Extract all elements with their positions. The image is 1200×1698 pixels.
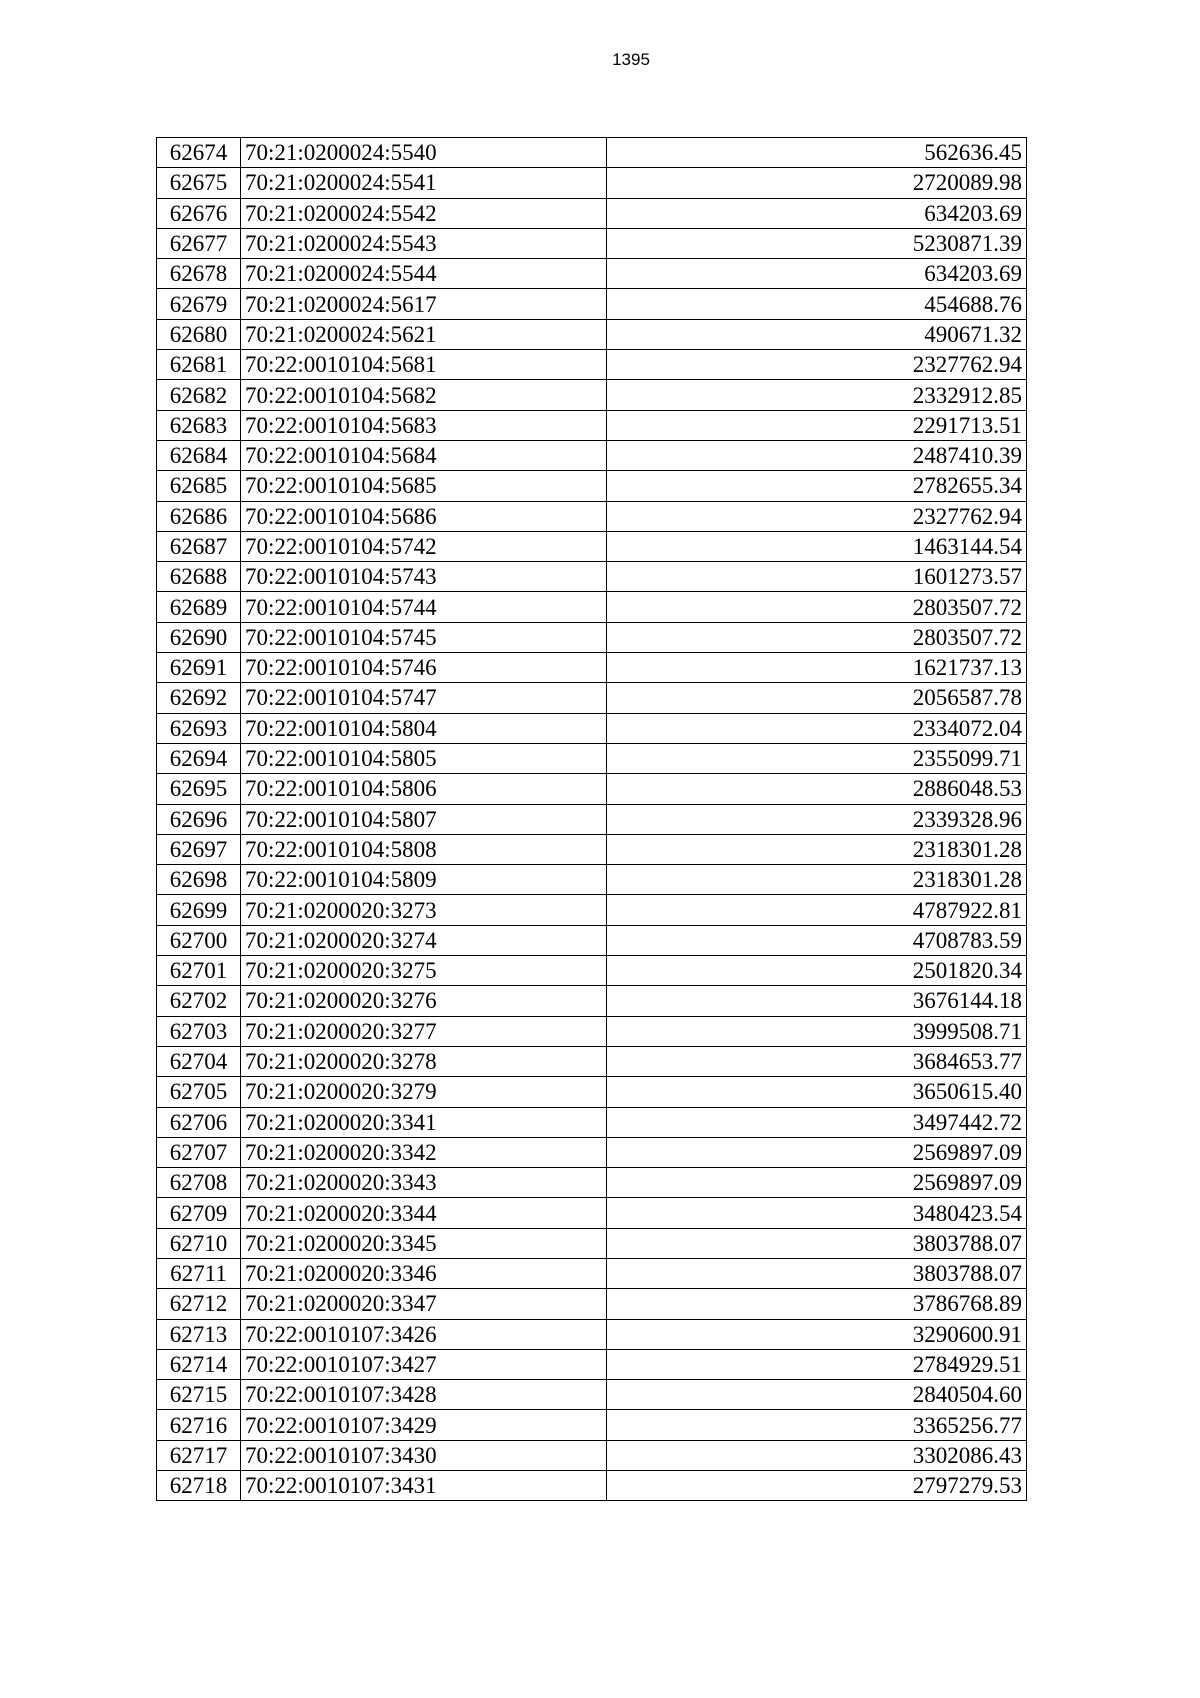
cadastral-value-cell: 490671.32: [607, 319, 1027, 349]
cadastral-number-cell: 70:22:0010104:5809: [241, 865, 607, 895]
row-number-cell: 62674: [157, 138, 241, 168]
cadastral-number-cell: 70:22:0010104:5747: [241, 683, 607, 713]
row-number-cell: 62717: [157, 1440, 241, 1470]
cadastral-number-cell: 70:22:0010104:5742: [241, 531, 607, 561]
cadastral-value-cell: 2569897.09: [607, 1168, 1027, 1198]
row-number-cell: 62700: [157, 925, 241, 955]
cadastral-number-cell: 70:21:0200020:3279: [241, 1077, 607, 1107]
row-number-cell: 62716: [157, 1410, 241, 1440]
page-number: 1395: [612, 50, 650, 69]
cadastral-number-cell: 70:22:0010107:3427: [241, 1349, 607, 1379]
cadastral-value-table: [156, 137, 1027, 1501]
row-number-cell: 62688: [157, 562, 241, 592]
table-row: [157, 804, 1027, 834]
cadastral-value-cell: 3684653.77: [607, 1046, 1027, 1076]
row-number-cell: 62710: [157, 1228, 241, 1258]
row-number-cell: 62678: [157, 259, 241, 289]
table-row: [157, 228, 1027, 258]
table-row: [157, 1410, 1027, 1440]
cadastral-value-cell: 2327762.94: [607, 501, 1027, 531]
cadastral-value-cell: 1463144.54: [607, 531, 1027, 561]
cadastral-value-cell: 2334072.04: [607, 713, 1027, 743]
table-row: [157, 986, 1027, 1016]
row-number-cell: 62695: [157, 774, 241, 804]
cadastral-value-cell: 3302086.43: [607, 1440, 1027, 1470]
row-number-cell: 62680: [157, 319, 241, 349]
cadastral-value-cell: 2318301.28: [607, 865, 1027, 895]
row-number-cell: 62692: [157, 683, 241, 713]
cadastral-number-cell: 70:21:0200020:3273: [241, 895, 607, 925]
table-row: [157, 1440, 1027, 1470]
table-row: [157, 834, 1027, 864]
row-number-cell: 62696: [157, 804, 241, 834]
cadastral-number-cell: 70:22:0010107:3431: [241, 1471, 607, 1501]
cadastral-number-cell: 70:22:0010104:5744: [241, 592, 607, 622]
table-row: [157, 1046, 1027, 1076]
row-number-cell: 62691: [157, 653, 241, 683]
cadastral-value-cell: 2501820.34: [607, 956, 1027, 986]
row-number-cell: 62713: [157, 1319, 241, 1349]
cadastral-value-cell: 4787922.81: [607, 895, 1027, 925]
cadastral-value-cell: 5230871.39: [607, 228, 1027, 258]
table-row: [157, 168, 1027, 198]
cadastral-number-cell: 70:21:0200020:3347: [241, 1289, 607, 1319]
cadastral-value-cell: 3497442.72: [607, 1107, 1027, 1137]
row-number-cell: 62693: [157, 713, 241, 743]
row-number-cell: 62699: [157, 895, 241, 925]
row-number-cell: 62689: [157, 592, 241, 622]
row-number-cell: 62687: [157, 531, 241, 561]
cadastral-value-cell: 2318301.28: [607, 834, 1027, 864]
table-row: [157, 562, 1027, 592]
cadastral-number-cell: 70:21:0200024:5617: [241, 289, 607, 319]
table-row: [157, 1137, 1027, 1167]
row-number-cell: 62701: [157, 956, 241, 986]
cadastral-value-cell: 1621737.13: [607, 653, 1027, 683]
row-number-cell: 62675: [157, 168, 241, 198]
cadastral-value-cell: 4708783.59: [607, 925, 1027, 955]
table-row: [157, 1228, 1027, 1258]
row-number-cell: 62677: [157, 228, 241, 258]
cadastral-number-cell: 70:21:0200020:3277: [241, 1016, 607, 1046]
table-row: [157, 774, 1027, 804]
row-number-cell: 62683: [157, 410, 241, 440]
table-row: [157, 1471, 1027, 1501]
cadastral-number-cell: 70:21:0200020:3344: [241, 1198, 607, 1228]
cadastral-number-cell: 70:21:0200020:3275: [241, 956, 607, 986]
cadastral-number-cell: 70:21:0200024:5542: [241, 198, 607, 228]
row-number-cell: 62684: [157, 440, 241, 470]
cadastral-value-cell: 562636.45: [607, 138, 1027, 168]
cadastral-number-cell: 70:22:0010107:3430: [241, 1440, 607, 1470]
table-row: [157, 1380, 1027, 1410]
table-row: [157, 319, 1027, 349]
cadastral-number-cell: 70:22:0010104:5808: [241, 834, 607, 864]
cadastral-value-cell: 3480423.54: [607, 1198, 1027, 1228]
row-number-cell: 62703: [157, 1016, 241, 1046]
cadastral-value-cell: 3786768.89: [607, 1289, 1027, 1319]
cadastral-value-cell: 634203.69: [607, 198, 1027, 228]
table-row: [157, 289, 1027, 319]
row-number-cell: 62704: [157, 1046, 241, 1076]
cadastral-number-cell: 70:21:0200024:5540: [241, 138, 607, 168]
row-number-cell: 62707: [157, 1137, 241, 1167]
cadastral-value-cell: 2784929.51: [607, 1349, 1027, 1379]
row-number-cell: 62679: [157, 289, 241, 319]
cadastral-number-cell: 70:22:0010104:5685: [241, 471, 607, 501]
row-number-cell: 62702: [157, 986, 241, 1016]
cadastral-number-cell: 70:21:0200020:3341: [241, 1107, 607, 1137]
cadastral-value-cell: 2840504.60: [607, 1380, 1027, 1410]
table-row: [157, 683, 1027, 713]
cadastral-number-cell: 70:22:0010104:5684: [241, 440, 607, 470]
cadastral-value-cell: 2487410.39: [607, 440, 1027, 470]
table-row: [157, 895, 1027, 925]
row-number-cell: 62715: [157, 1380, 241, 1410]
cadastral-value-cell: 3803788.07: [607, 1258, 1027, 1288]
table-row: [157, 471, 1027, 501]
row-number-cell: 62718: [157, 1471, 241, 1501]
table-row: [157, 592, 1027, 622]
cadastral-value-cell: 3365256.77: [607, 1410, 1027, 1440]
table-row: [157, 380, 1027, 410]
row-number-cell: 62690: [157, 622, 241, 652]
row-number-cell: 62682: [157, 380, 241, 410]
table-body: [157, 138, 1027, 1501]
cadastral-number-cell: 70:22:0010107:3429: [241, 1410, 607, 1440]
table-row: [157, 653, 1027, 683]
table-row: [157, 956, 1027, 986]
table-row: [157, 1077, 1027, 1107]
row-number-cell: 62708: [157, 1168, 241, 1198]
cadastral-value-cell: 3999508.71: [607, 1016, 1027, 1046]
cadastral-value-cell: 3650615.40: [607, 1077, 1027, 1107]
table-row: [157, 440, 1027, 470]
cadastral-number-cell: 70:22:0010104:5683: [241, 410, 607, 440]
table-row: [157, 501, 1027, 531]
cadastral-value-cell: 2332912.85: [607, 380, 1027, 410]
cadastral-number-cell: 70:21:0200024:5541: [241, 168, 607, 198]
cadastral-value-cell: 1601273.57: [607, 562, 1027, 592]
cadastral-number-cell: 70:22:0010104:5746: [241, 653, 607, 683]
cadastral-number-cell: 70:21:0200024:5544: [241, 259, 607, 289]
table-row: [157, 1289, 1027, 1319]
cadastral-value-cell: 2339328.96: [607, 804, 1027, 834]
cadastral-value-cell: 3290600.91: [607, 1319, 1027, 1349]
cadastral-number-cell: 70:22:0010104:5681: [241, 350, 607, 380]
cadastral-number-cell: 70:22:0010104:5804: [241, 713, 607, 743]
table-row: [157, 259, 1027, 289]
table-row: [157, 1168, 1027, 1198]
cadastral-number-cell: 70:21:0200020:3274: [241, 925, 607, 955]
cadastral-value-cell: 2886048.53: [607, 774, 1027, 804]
table-row: [157, 410, 1027, 440]
cadastral-number-cell: 70:21:0200020:3278: [241, 1046, 607, 1076]
cadastral-number-cell: 70:21:0200024:5621: [241, 319, 607, 349]
cadastral-number-cell: 70:21:0200024:5543: [241, 228, 607, 258]
cadastral-number-cell: 70:21:0200020:3343: [241, 1168, 607, 1198]
table-row: [157, 1016, 1027, 1046]
row-number-cell: 62709: [157, 1198, 241, 1228]
cadastral-number-cell: 70:21:0200020:3276: [241, 986, 607, 1016]
cadastral-value-cell: 3676144.18: [607, 986, 1027, 1016]
row-number-cell: 62694: [157, 743, 241, 773]
table-row: [157, 1107, 1027, 1137]
cadastral-value-cell: 2569897.09: [607, 1137, 1027, 1167]
row-number-cell: 62711: [157, 1258, 241, 1288]
row-number-cell: 62714: [157, 1349, 241, 1379]
table-row: [157, 1258, 1027, 1288]
table-row: [157, 1319, 1027, 1349]
cadastral-value-cell: 2803507.72: [607, 592, 1027, 622]
cadastral-value-cell: 2782655.34: [607, 471, 1027, 501]
cadastral-number-cell: 70:22:0010104:5682: [241, 380, 607, 410]
cadastral-value-cell: 2720089.98: [607, 168, 1027, 198]
row-number-cell: 62712: [157, 1289, 241, 1319]
cadastral-value-cell: 2355099.71: [607, 743, 1027, 773]
table-row: [157, 622, 1027, 652]
cadastral-number-cell: 70:22:0010104:5745: [241, 622, 607, 652]
row-number-cell: 62705: [157, 1077, 241, 1107]
row-number-cell: 62676: [157, 198, 241, 228]
cadastral-value-cell: 2056587.78: [607, 683, 1027, 713]
cadastral-number-cell: 70:22:0010104:5807: [241, 804, 607, 834]
row-number-cell: 62686: [157, 501, 241, 531]
cadastral-value-cell: 2803507.72: [607, 622, 1027, 652]
cadastral-number-cell: 70:22:0010104:5806: [241, 774, 607, 804]
table-row: [157, 138, 1027, 168]
table-row: [157, 713, 1027, 743]
table-row: [157, 350, 1027, 380]
table-row: [157, 1349, 1027, 1379]
cadastral-number-cell: 70:21:0200020:3346: [241, 1258, 607, 1288]
cadastral-value-cell: 2327762.94: [607, 350, 1027, 380]
cadastral-number-cell: 70:22:0010107:3426: [241, 1319, 607, 1349]
cadastral-number-cell: 70:22:0010104:5805: [241, 743, 607, 773]
cadastral-number-cell: 70:21:0200020:3345: [241, 1228, 607, 1258]
row-number-cell: 62698: [157, 865, 241, 895]
table-row: [157, 198, 1027, 228]
cadastral-number-cell: 70:21:0200020:3342: [241, 1137, 607, 1167]
cadastral-value-cell: 3803788.07: [607, 1228, 1027, 1258]
table-row: [157, 743, 1027, 773]
cadastral-number-cell: 70:22:0010104:5743: [241, 562, 607, 592]
row-number-cell: 62706: [157, 1107, 241, 1137]
cadastral-value-cell: 2291713.51: [607, 410, 1027, 440]
cadastral-number-cell: 70:22:0010107:3428: [241, 1380, 607, 1410]
row-number-cell: 62697: [157, 834, 241, 864]
cadastral-value-cell: 454688.76: [607, 289, 1027, 319]
row-number-cell: 62681: [157, 350, 241, 380]
table-row: [157, 531, 1027, 561]
cadastral-number-cell: 70:22:0010104:5686: [241, 501, 607, 531]
cadastral-value-cell: 2797279.53: [607, 1471, 1027, 1501]
table-row: [157, 865, 1027, 895]
row-number-cell: 62685: [157, 471, 241, 501]
table-row: [157, 925, 1027, 955]
cadastral-value-cell: 634203.69: [607, 259, 1027, 289]
table-row: [157, 1198, 1027, 1228]
